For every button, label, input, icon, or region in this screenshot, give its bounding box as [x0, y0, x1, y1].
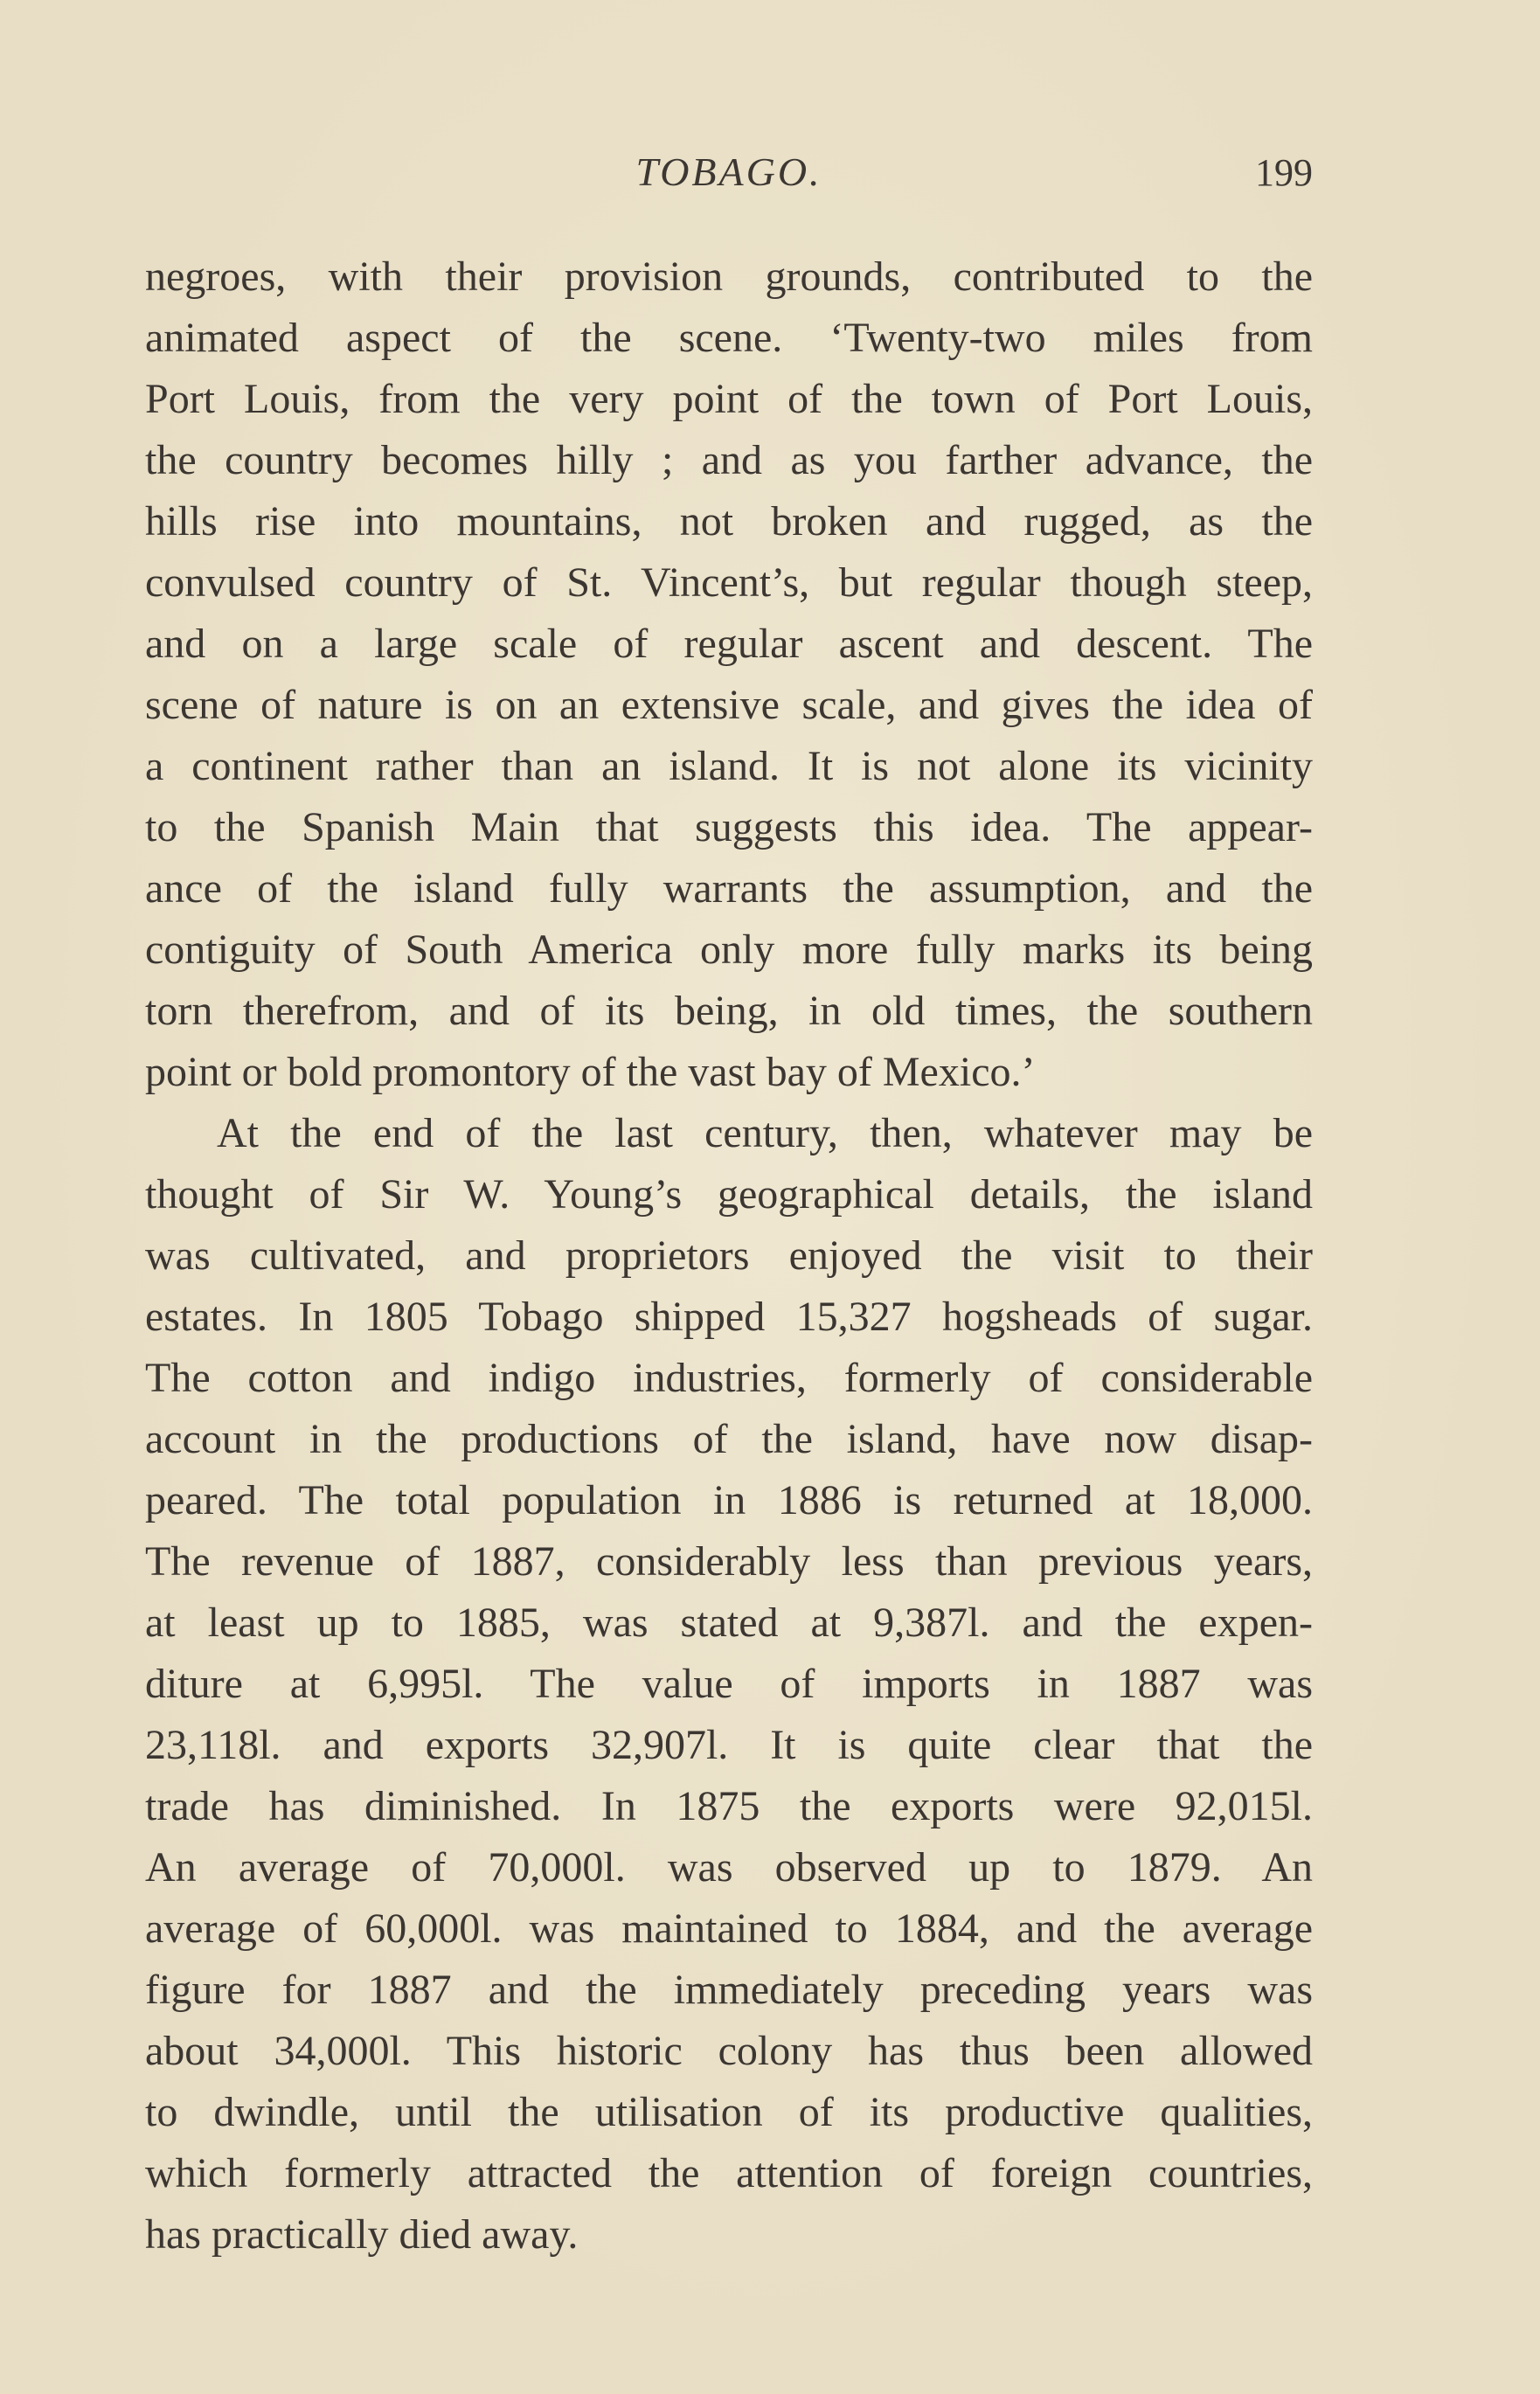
text-line: scene of nature is on an extensive scale, and gives the idea of	[145, 682, 1313, 728]
text-line: ance of the island fully warrants the assumption, and the	[145, 865, 1313, 912]
text-line: animated aspect of the scene. ‘Twenty-two miles from	[145, 315, 1313, 361]
text-line: which formerly attracted the attention of foreign countries,	[145, 2150, 1313, 2196]
text-line: at least up to 1885, was stated at 9,387l. and the expen-	[145, 1599, 1313, 1646]
text-line: and on a large scale of regular ascent and descent. The	[145, 621, 1313, 667]
paragraph-2	[145, 1103, 1313, 2266]
text-line: to the Spanish Main that suggests this idea. The appear-	[145, 804, 1313, 850]
paragraph-1	[145, 246, 1313, 1103]
text-line: An average of 70,000l. was observed up to 1879. An	[145, 1844, 1313, 1891]
text-line: to dwindle, until the utilisation of its productive qualities,	[145, 2089, 1313, 2135]
text-line: The revenue of 1887, considerably less than previous years,	[145, 1538, 1313, 1585]
text-line: At the end of the last century, then, whatever may be	[217, 1110, 1313, 1156]
text-line: estates. In 1805 Tobago shipped 15,327 hogsheads of sugar.	[145, 1294, 1313, 1340]
text-line: a continent rather than an island. It is not alone its vicinity	[145, 743, 1313, 789]
text-line: The cotton and indigo industries, formerly of considerable	[145, 1355, 1313, 1401]
text-line: was cultivated, and proprietors enjoyed the visit to their	[145, 1232, 1313, 1279]
text-line: the country becomes hilly ; and as you farther advance, the	[145, 437, 1313, 483]
text-line: average of 60,000l. was maintained to 1884, and the average	[145, 1905, 1313, 1952]
running-title: TOBAGO.	[635, 149, 822, 194]
text-line: has practically died away.	[145, 2211, 579, 2258]
text-line: contiguity of South America only more fully marks its being	[145, 926, 1313, 973]
text-line: about 34,000l. This historic colony has thus been allowed	[145, 2028, 1313, 2074]
page-number: 199	[1255, 151, 1313, 194]
text-line: figure for 1887 and the immediately preceding years was	[145, 1967, 1313, 2013]
text-line: hills rise into mountains, not broken and rugged, as the	[145, 498, 1313, 545]
text-line: diture at 6,995l. The value of imports in 1887 was	[145, 1661, 1313, 1707]
body-text	[145, 246, 1313, 2266]
text-line: account in the productions of the island, have now disap-	[145, 1416, 1313, 1462]
text-line: trade has diminished. In 1875 the exports were 92,015l.	[145, 1783, 1313, 1829]
text-line: 23,118l. and exports 32,907l. It is quite clear that the	[145, 1722, 1313, 1768]
text-line: torn therefrom, and of its being, in old times, the southern	[145, 988, 1313, 1034]
text-line: point or bold promontory of the vast bay of Mexico.’	[145, 1049, 1036, 1095]
text-line: peared. The total population in 1886 is returned at 18,000.	[145, 1477, 1313, 1523]
text-line: convulsed country of St. Vincent’s, but regular though steep,	[145, 559, 1313, 606]
text-line: thought of Sir W. Young’s geographical details, the island	[145, 1171, 1313, 1218]
text-line: negroes, with their provision grounds, contributed to the	[145, 253, 1313, 300]
text-line: Port Louis, from the very point of the town of Port Louis,	[145, 376, 1313, 422]
running-head	[145, 149, 1313, 210]
